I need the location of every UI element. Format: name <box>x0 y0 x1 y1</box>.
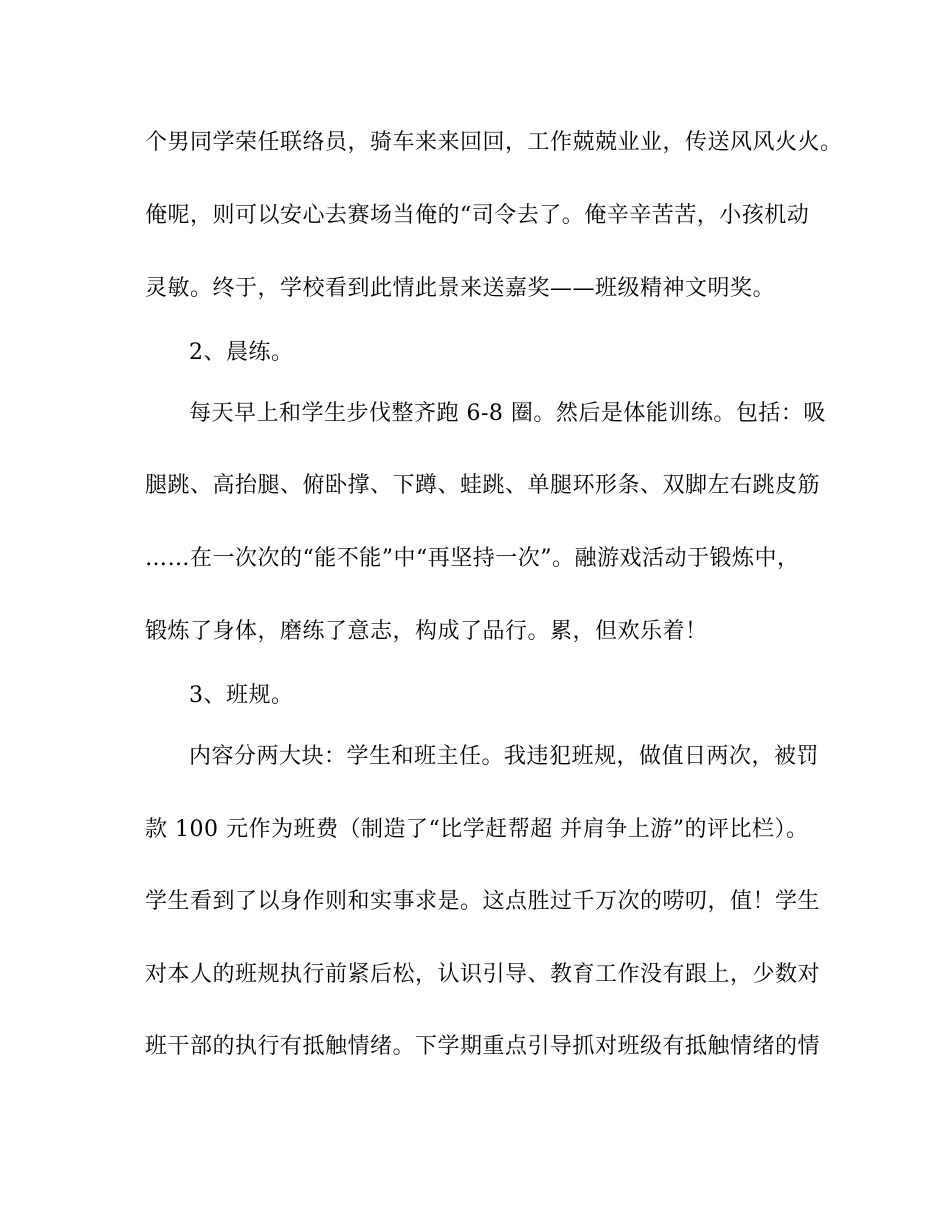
text-line: 俺呢，则可以安心去赛场当俺的“司令去了。俺辛辛苦苦，小孩机动 <box>145 203 810 228</box>
text-line: 对本人的班规执行前紧后松，认识引导、教育工作没有跟上，少数对 <box>145 962 821 987</box>
text-line: 班干部的执行有抵触情绪。下学期重点引导抓对班级有抵触情绪的情 <box>145 1034 821 1059</box>
text-line: 每天早上和学生步伐整齐跑 6-8 圈。然后是体能训练。包括：吸 <box>189 401 826 426</box>
text-line: 款 100 元作为班费（制造了“比学赶帮超 并肩争上游”的评比栏）。 <box>145 817 809 842</box>
text-line: 个男同学荣任联络员，骑车来来回回，工作兢兢业业，传送风风火火。 <box>145 130 843 155</box>
text-line: 学生看到了以身作则和实事求是。这点胜过千万次的唠叨，值！学生 <box>145 889 821 914</box>
section-heading: 2、晨练。 <box>189 340 294 365</box>
text-line: 内容分两大块：学生和班主任。我违犯班规，做值日两次，被罚 <box>189 744 820 769</box>
text-line: 腿跳、高抬腿、俯卧撑、下蹲、蛙跳、单腿环形条、双脚左右跳皮筋 <box>145 473 821 498</box>
section-heading: 3、班规。 <box>189 683 294 708</box>
text-line: ……在一次次的“能不能”中“再坚持一次”。融游戏活动于锻炼中， <box>145 546 800 571</box>
text-line: 灵敏。终于，学校看到此情此景来送嘉奖——班级精神文明奖。 <box>145 276 776 301</box>
text-line: 锻炼了身体，磨练了意志，构成了品行。累，但欢乐着！ <box>145 619 708 644</box>
